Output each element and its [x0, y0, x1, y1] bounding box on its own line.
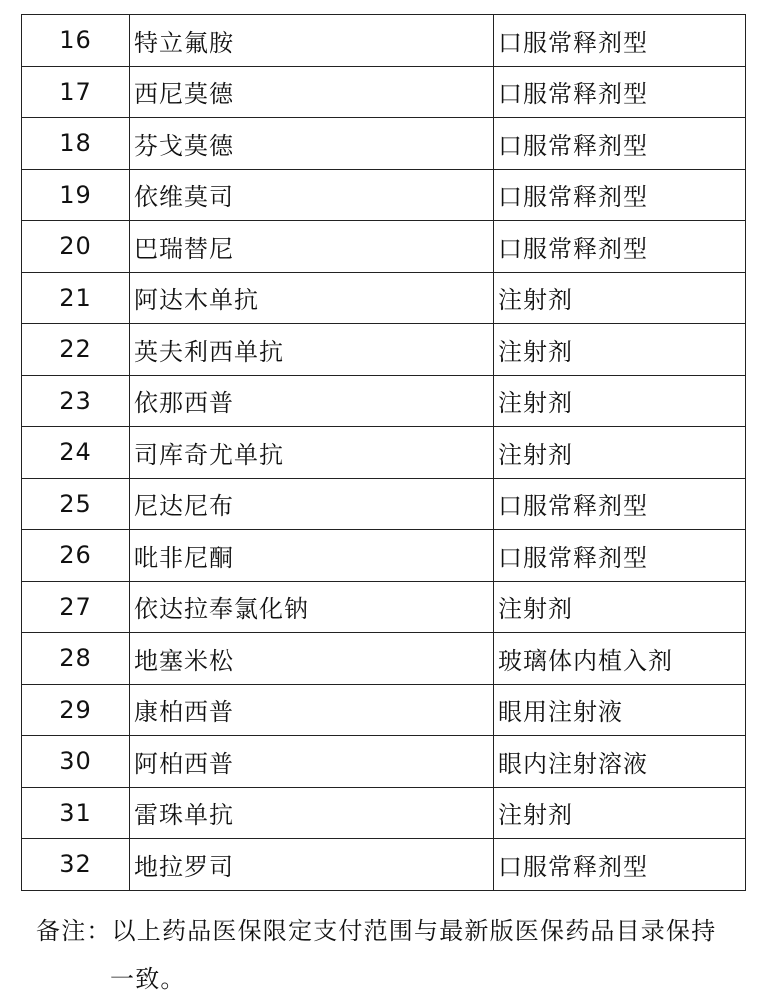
dosage-form: 注射剂 — [494, 324, 746, 376]
drug-table-body — [22, 15, 746, 891]
drug-table — [21, 14, 746, 891]
row-number: 18 — [22, 118, 130, 170]
table-row — [22, 375, 746, 427]
drug-name: 巴瑞替尼 — [130, 221, 494, 273]
drug-name: 尼达尼布 — [130, 478, 494, 530]
dosage-form: 注射剂 — [494, 375, 746, 427]
dosage-form: 口服常释剂型 — [494, 15, 746, 67]
row-number: 17 — [22, 66, 130, 118]
dosage-form: 注射剂 — [494, 581, 746, 633]
dosage-form: 口服常释剂型 — [494, 221, 746, 273]
row-number: 26 — [22, 530, 130, 582]
table-row — [22, 324, 746, 376]
row-number: 25 — [22, 478, 130, 530]
dosage-form: 注射剂 — [494, 272, 746, 324]
table-row — [22, 581, 746, 633]
drug-name: 西尼莫德 — [130, 66, 494, 118]
row-number: 23 — [22, 375, 130, 427]
drug-name: 雷珠单抗 — [130, 787, 494, 839]
remark — [36, 907, 751, 1003]
table-row — [22, 633, 746, 685]
row-number: 31 — [22, 787, 130, 839]
row-number: 30 — [22, 736, 130, 788]
drug-name: 阿达木单抗 — [130, 272, 494, 324]
drug-name: 依维莫司 — [130, 169, 494, 221]
table-row — [22, 272, 746, 324]
dosage-form: 口服常释剂型 — [494, 530, 746, 582]
row-number: 20 — [22, 221, 130, 273]
table-row — [22, 66, 746, 118]
row-number: 16 — [22, 15, 130, 67]
dosage-form: 口服常释剂型 — [494, 169, 746, 221]
drug-name: 吡非尼酮 — [130, 530, 494, 582]
table-row — [22, 839, 746, 891]
table-row — [22, 530, 746, 582]
dosage-form: 眼用注射液 — [494, 684, 746, 736]
row-number: 22 — [22, 324, 130, 376]
dosage-form: 玻璃体内植入剂 — [494, 633, 746, 685]
table-row — [22, 684, 746, 736]
drug-name: 地拉罗司 — [130, 839, 494, 891]
drug-name: 地塞米松 — [130, 633, 494, 685]
row-number: 21 — [22, 272, 130, 324]
remark-line-1: 备注：以上药品医保限定支付范围与最新版医保药品目录保持 — [36, 917, 717, 945]
dosage-form: 口服常释剂型 — [494, 478, 746, 530]
dosage-form: 眼内注射溶液 — [494, 736, 746, 788]
drug-name: 康柏西普 — [130, 684, 494, 736]
row-number: 32 — [22, 839, 130, 891]
table-row — [22, 169, 746, 221]
dosage-form: 注射剂 — [494, 427, 746, 479]
table-row — [22, 118, 746, 170]
row-number: 29 — [22, 684, 130, 736]
drug-name: 英夫利西单抗 — [130, 324, 494, 376]
row-number: 27 — [22, 581, 130, 633]
table-row — [22, 787, 746, 839]
dosage-form: 注射剂 — [494, 787, 746, 839]
table-row — [22, 736, 746, 788]
drug-name: 依达拉奉氯化钠 — [130, 581, 494, 633]
table-row — [22, 427, 746, 479]
dosage-form: 口服常释剂型 — [494, 118, 746, 170]
row-number: 28 — [22, 633, 130, 685]
drug-name: 特立氟胺 — [130, 15, 494, 67]
drug-name: 依那西普 — [130, 375, 494, 427]
remark-line-2: 一致。 — [110, 965, 186, 993]
drug-name: 阿柏西普 — [130, 736, 494, 788]
drug-name: 司库奇尤单抗 — [130, 427, 494, 479]
table-row — [22, 478, 746, 530]
dosage-form: 口服常释剂型 — [494, 66, 746, 118]
table-row — [22, 15, 746, 67]
dosage-form: 口服常释剂型 — [494, 839, 746, 891]
drug-name: 芬戈莫德 — [130, 118, 494, 170]
table-row — [22, 221, 746, 273]
row-number: 24 — [22, 427, 130, 479]
row-number: 19 — [22, 169, 130, 221]
